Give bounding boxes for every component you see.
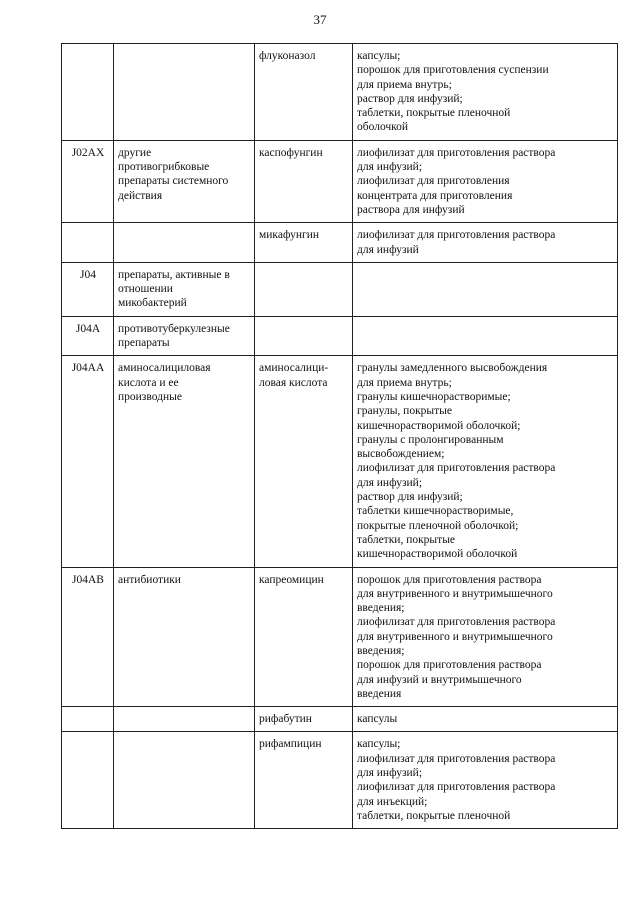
cell-text-line: для инфузий; (357, 767, 423, 780)
cell-text-line: таблетки, покрытые (357, 533, 456, 546)
atc-code-cell (62, 316, 114, 356)
cell-text-line: лиофилизат для приготовления раствора (357, 752, 556, 765)
cell-text-line: препараты, активные в (118, 268, 230, 281)
cell-text-line: микобактерий (118, 297, 187, 310)
substance-cell (255, 44, 353, 141)
cell-text: J04A (75, 322, 101, 335)
substance-cell (255, 732, 353, 829)
cell-text-line: препараты системного (118, 175, 229, 188)
cell-text-line: для приема внутрь; (357, 78, 452, 91)
cell-text: J02AX (71, 146, 105, 159)
cell-text-line: высвобождением; (357, 448, 445, 461)
cell-text-line: противогрибковые (118, 161, 210, 174)
page-number: 37 (313, 12, 327, 27)
cell-text-line: капсулы (357, 713, 398, 726)
group-name-cell (114, 567, 255, 707)
table-row (62, 707, 618, 732)
cell-text-line: лиофилизат для приготовления раствора (357, 146, 556, 159)
cell-text-line: таблетки, покрытые пленочной (357, 107, 511, 120)
group-name-cell (114, 316, 255, 356)
atc-code-cell (62, 140, 114, 222)
table-row (62, 567, 618, 707)
substance-cell (255, 316, 353, 356)
group-name-cell (114, 262, 255, 316)
table-row (62, 262, 618, 316)
cell-text-line: порошок для приготовления раствора (357, 573, 542, 586)
cell-text-line: флуконазол (259, 50, 316, 62)
table-row (62, 356, 618, 567)
dosage-forms-cell (353, 140, 618, 222)
dosage-forms-cell (353, 223, 618, 263)
cell-text-line: ловая кислота (259, 376, 328, 389)
cell-text-line: покрытые пленочной оболочкой; (357, 519, 519, 532)
cell-text-line: препараты (118, 337, 170, 350)
substance-cell (255, 262, 353, 316)
cell-text-line: антибиотики (118, 573, 181, 586)
cell-text-line: каспофунгин (259, 146, 323, 159)
cell-text-line: рифабутин (259, 713, 312, 726)
cell-text-line: порошок для приготовления суспензии (357, 64, 549, 77)
cell-text-line: аминосалици- (259, 362, 329, 375)
group-name-cell (114, 732, 255, 829)
atc-code-cell (62, 44, 114, 141)
drug-table (61, 43, 618, 829)
cell-text-line: капреомицин (259, 573, 324, 586)
dosage-forms-cell (353, 44, 618, 141)
cell-text-line: микафунгин (259, 229, 320, 242)
atc-code-cell (62, 732, 114, 829)
cell-text-line: кишечнорастворимой оболочкой; (357, 419, 521, 432)
cell-text-line: противотуберкулезные (118, 322, 230, 335)
cell-text-line: для инфузий и внутримышечного (357, 673, 522, 686)
cell-text-line: лиофилизат для приготовления (357, 175, 510, 188)
cell-text-line: лиофилизат для приготовления раствора (357, 616, 556, 629)
dosage-forms-cell (353, 262, 618, 316)
cell-text-line: для внутривенного и внутримышечного (357, 587, 553, 600)
cell-text-line: капсулы; (357, 738, 401, 751)
cell-text-line: гранулы с пролонгированным (357, 433, 504, 446)
cell-text-line: кишечнорастворимой оболочкой (357, 548, 518, 561)
cell-text-line: для инфузий; (357, 476, 423, 489)
cell-text-line: лиофилизат для приготовления раствора (357, 781, 556, 794)
cell-text-line: для приема внутрь; (357, 376, 452, 389)
cell-text-line: введения; (357, 602, 405, 615)
atc-code-cell (62, 223, 114, 263)
substance-cell (255, 223, 353, 263)
group-name-cell (114, 223, 255, 263)
table-row (62, 223, 618, 263)
cell-text-line: гранулы кишечнорастворимые; (357, 390, 511, 403)
table-row (62, 140, 618, 222)
cell-text-line: для внутривенного и внутримышечного (357, 630, 553, 643)
group-name-cell (114, 356, 255, 567)
cell-text-line: лиофилизат для приготовления раствора (357, 462, 556, 475)
atc-code-cell (62, 262, 114, 316)
cell-text-line: капсулы; (357, 50, 401, 62)
cell-text-line: для инфузий; (357, 161, 423, 174)
table-row (62, 44, 618, 141)
cell-text: J04AA (71, 362, 105, 375)
group-name-cell (114, 44, 255, 141)
cell-text-line: раствор для инфузий; (357, 491, 463, 504)
atc-code-cell (62, 567, 114, 707)
cell-text-line: введения (357, 687, 402, 700)
table-row (62, 316, 618, 356)
cell-text: J04AB (72, 573, 104, 586)
atc-code-cell (62, 356, 114, 567)
group-name-cell (114, 707, 255, 732)
cell-text-line: раствора для инфузий (357, 203, 465, 216)
table-row (62, 732, 618, 829)
substance-cell (255, 140, 353, 222)
cell-text-line: таблетки, покрытые пленочной (357, 809, 511, 822)
atc-code-cell (62, 707, 114, 732)
cell-text-line: порошок для приготовления раствора (357, 659, 542, 672)
cell-text-line: гранулы, покрытые (357, 405, 453, 418)
table-body (62, 44, 618, 829)
cell-text-line: таблетки кишечнорастворимые, (357, 505, 514, 518)
cell-text-line: рифампицин (259, 738, 322, 751)
cell-text-line: аминосалициловая (118, 362, 211, 375)
substance-cell (255, 707, 353, 732)
cell-text-line: отношении (118, 283, 173, 296)
cell-text-line: лиофилизат для приготовления раствора (357, 229, 556, 242)
dosage-forms-cell (353, 707, 618, 732)
cell-text-line: концентрата для приготовления (357, 189, 513, 202)
cell-text-line: гранулы замедленного высвобождения (357, 362, 548, 375)
cell-text-line: кислота и ее (118, 376, 179, 389)
cell-text: J04 (80, 268, 96, 281)
dosage-forms-cell (353, 316, 618, 356)
dosage-forms-cell (353, 356, 618, 567)
cell-text-line: другие (118, 146, 152, 159)
substance-cell (255, 356, 353, 567)
substance-cell (255, 567, 353, 707)
dosage-forms-cell (353, 567, 618, 707)
dosage-forms-cell (353, 732, 618, 829)
cell-text-line: введения; (357, 644, 405, 657)
cell-text-line: оболочкой (357, 121, 409, 134)
cell-text-line: для инъекций; (357, 795, 428, 808)
cell-text-line: производные (118, 390, 182, 403)
group-name-cell (114, 140, 255, 222)
cell-text-line: действия (118, 189, 163, 202)
cell-text-line: раствор для инфузий; (357, 92, 463, 105)
cell-text-line: для инфузий (357, 243, 419, 256)
